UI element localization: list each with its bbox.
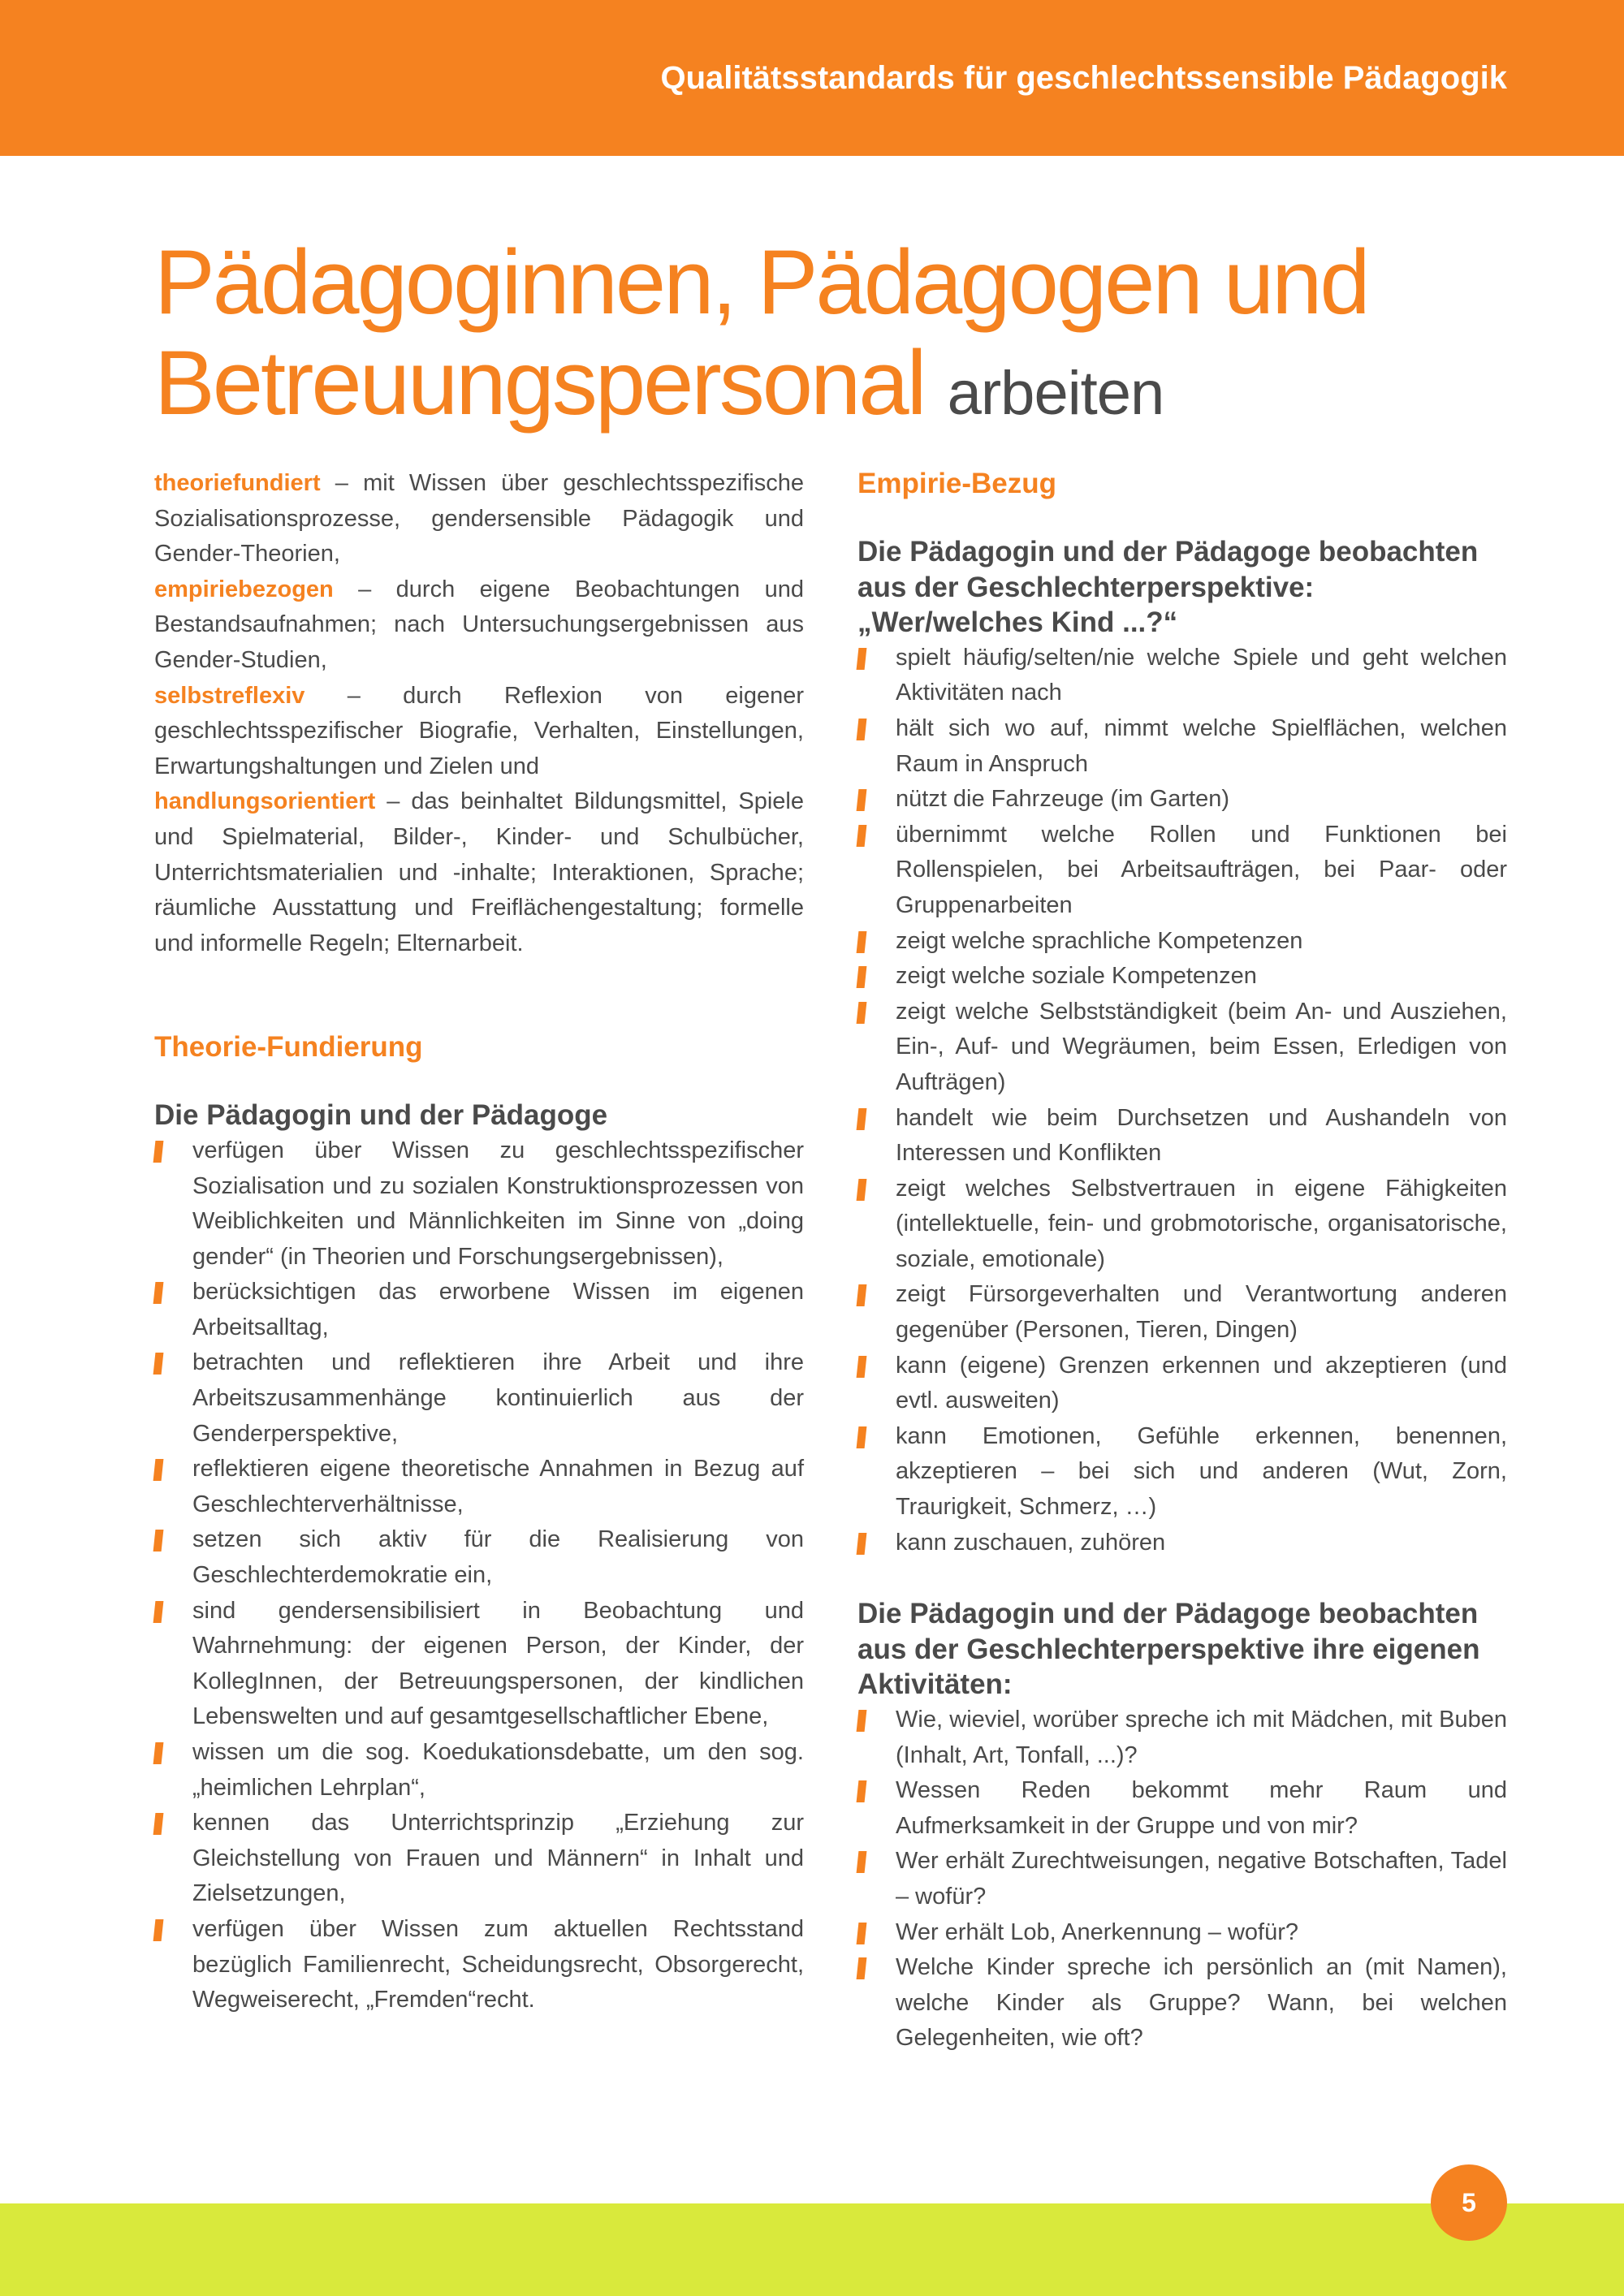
header-title: Qualitätsstandards für geschlechtssensible Pädagogik [660, 60, 1507, 96]
bullet-marker-icon [153, 1601, 164, 1623]
bullet-marker-icon [857, 1426, 867, 1448]
bullet-marker-icon [857, 1957, 867, 1979]
bullet-marker-icon [153, 1282, 164, 1304]
section-heading-theorie: Theorie-Fundierung [154, 1031, 423, 1064]
bullet-marker-icon [857, 1284, 867, 1306]
bullet-marker-icon [857, 1179, 867, 1201]
list-item: verfügen über Wissen zum aktuellen Rechtsstand bezüglich Familienrecht, Scheidungsrecht, Obsorgerecht, Wegweiserecht, „Fremden“recht. [154, 1912, 804, 2018]
page-title-sub: arbeiten [947, 359, 1164, 428]
list-item: sind gendersensibilisiert in Beobachtung und Wahrnehmung: der eigenen Person, der Kinder, der KollegInnen, der Betreuungspersonen, der kindlichen Lebenswelten und auf gesamtgesellschaftlicher Ebene, [154, 1594, 804, 1735]
list-item: zeigt welche soziale Kompetenzen [857, 959, 1507, 995]
bullet-marker-icon [153, 1141, 164, 1163]
intro-text: – mit Wissen über geschlechtsspezifische Sozialisationsprozesse, gendersensible Pädagogik und Gender-Theorien, [154, 470, 804, 568]
section-heading-empirie: Empirie-Bezug [857, 468, 1057, 499]
bullet-marker-icon [857, 1851, 867, 1873]
intro-keyword: handlungsorientiert [154, 788, 376, 815]
bullet-marker-icon [857, 931, 867, 953]
list-item: Welche Kinder spreche ich persönlich an (mit Namen), welche Kinder als Gruppe? Wann, bei welchen Gelegenheiten, wie oft? [857, 1950, 1507, 2056]
list-item: zeigt Fürsorgeverhalten und Verantwortung anderen gegenüber (Personen, Tieren, Dingen) [857, 1277, 1507, 1348]
right-column [857, 466, 1507, 2056]
subheading-empirie-2: Die Pädagogin und der Pädagoge beobachten aus der Geschlechterperspektive ihre eigenen Aktivitäten: [857, 1598, 1480, 1701]
bullet-marker-icon [153, 1530, 164, 1552]
list-item: setzen sich aktiv für die Realisierung von Geschlechterdemokratie ein, [154, 1522, 804, 1593]
bullet-marker-icon [153, 1353, 164, 1375]
list-item: Wer erhält Lob, Anerkennung – wofür? [857, 1915, 1507, 1951]
bullet-marker-icon [857, 1002, 867, 1024]
list-item: Wessen Reden bekommt mehr Raum und Aufmerksamkeit in der Gruppe und von mir? [857, 1773, 1507, 1844]
empirie-list-2 [857, 1703, 1507, 2056]
intro-text: – durch eigene Beobachtungen und Bestandsaufnahmen; nach Untersuchungsergebnissen aus Gender-Studien, [154, 576, 804, 673]
intro-text: – durch Reflexion von eigener geschlechtsspezifischer Biografie, Verhalten, Einstellungen, Erwartungshaltungen und Zielen und [154, 682, 804, 779]
bullet-marker-icon [857, 789, 867, 811]
page-number-badge: 5 [1431, 2164, 1507, 2241]
header-band [0, 0, 1624, 156]
intro-text: – das beinhaltet Bildungsmittel, Spiele und Spielmaterial, Bilder-, Kinder- und Schulbücher, Unterrichtsmaterialien und -inhalte; Interaktionen, Sprache; räumliche Ausstattung und Freiflächengestaltung; formelle und informelle Regeln; Elternarbeit. [154, 788, 804, 956]
bullet-marker-icon [153, 1742, 164, 1764]
list-item: betrachten und reflektieren ihre Arbeit und ihre Arbeitszusammenhänge kontinuierlich aus der Genderperspektive, [154, 1345, 804, 1452]
list-item: verfügen über Wissen zu geschlechtsspezifischer Sozialisation und zu sozialen Konstruktionsprozessen von Weiblichkeiten und Männlichkeiten im Sinne von „doing gender“ (in Theorien und Forschungsergebnissen), [154, 1133, 804, 1275]
list-item: handelt wie beim Durchsetzen und Aushandeln von Interessen und Konflikten [857, 1101, 1507, 1172]
intro-keyword: empiriebezogen [154, 576, 334, 602]
bullet-marker-icon [857, 966, 867, 988]
empirie-list-1 [857, 641, 1507, 1560]
intro-paragraph [154, 466, 804, 961]
list-item: kann zuschauen, zuhören [857, 1526, 1507, 1561]
page-title [154, 232, 1535, 444]
bullet-marker-icon [857, 1533, 867, 1555]
list-item: wissen um die sog. Koedukationsdebatte, um den sog. „heimlichen Lehrplan“, [154, 1735, 804, 1806]
bullet-marker-icon [857, 825, 867, 847]
list-item: Wie, wieviel, worüber spreche ich mit Mädchen, mit Buben (Inhalt, Art, Tonfall, ...)? [857, 1703, 1507, 1773]
bullet-marker-icon [153, 1459, 164, 1481]
bullet-marker-icon [857, 1780, 867, 1802]
bullet-marker-icon [857, 719, 867, 740]
list-item: zeigt welches Selbstvertrauen in eigene Fähigkeiten (intellektuelle, fein- und grobmotorische, organisatorische, soziale, emotionale) [857, 1172, 1507, 1278]
list-item: übernimmt welche Rollen und Funktionen bei Rollenspielen, bei Arbeitsaufträgen, bei Paar- oder Gruppenarbeiten [857, 818, 1507, 924]
list-item: berücksichtigen das erworbene Wissen im eigenen Arbeitsalltag, [154, 1275, 804, 1345]
intro-keyword: selbstreflexiv [154, 682, 305, 709]
list-item: hält sich wo auf, nimmt welche Spielflächen, welchen Raum in Anspruch [857, 711, 1507, 782]
list-item: zeigt welche Selbstständigkeit (beim An- und Ausziehen, Ein-, Auf- und Wegräumen, beim Essen, Erledigen von Aufträgen) [857, 995, 1507, 1101]
bullet-marker-icon [857, 1356, 867, 1378]
bullet-marker-icon [857, 1923, 867, 1944]
page-title-line2: Betreuungspersonal [154, 332, 925, 434]
bullet-marker-icon [153, 1919, 164, 1941]
list-item: kann Emotionen, Gefühle erkennen, benennen, akzeptieren – bei sich und anderen (Wut, Zorn, Traurigkeit, Schmerz, …) [857, 1419, 1507, 1526]
list-item: nützt die Fahrzeuge (im Garten) [857, 782, 1507, 818]
bullet-marker-icon [857, 648, 867, 670]
list-item: zeigt welche sprachliche Kompetenzen [857, 924, 1507, 960]
intro-keyword: theoriefundiert [154, 470, 321, 496]
list-item: reflektieren eigene theoretische Annahmen in Bezug auf Geschlechterverhältnisse, [154, 1452, 804, 1522]
list-item: spielt häufig/selten/nie welche Spiele und geht welchen Aktivitäten nach [857, 641, 1507, 711]
left-column [154, 466, 804, 2018]
subheading-theorie: Die Pädagogin und der Pädagoge [154, 1099, 608, 1132]
subheading-empirie-1: Die Pädagogin und der Pädagoge beobachten aus der Geschlechterperspektive: „Wer/welches Kind ...?“ [857, 536, 1479, 639]
list-item: kann (eigene) Grenzen erkennen und akzeptieren (und evtl. ausweiten) [857, 1349, 1507, 1419]
list-item: Wer erhält Zurechtweisungen, negative Botschaften, Tadel – wofür? [857, 1844, 1507, 1914]
theorie-list [154, 1133, 804, 2018]
footer-band [0, 2203, 1624, 2296]
list-item: kennen das Unterrichtsprinzip „Erziehung zur Gleichstellung von Frauen und Männern“ in Inhalt und Zielsetzungen, [154, 1806, 804, 1912]
page-title-line1: Pädagoginnen, Pädagogen und [154, 231, 1368, 333]
bullet-marker-icon [857, 1710, 867, 1732]
bullet-marker-icon [857, 1108, 867, 1130]
bullet-marker-icon [153, 1813, 164, 1835]
